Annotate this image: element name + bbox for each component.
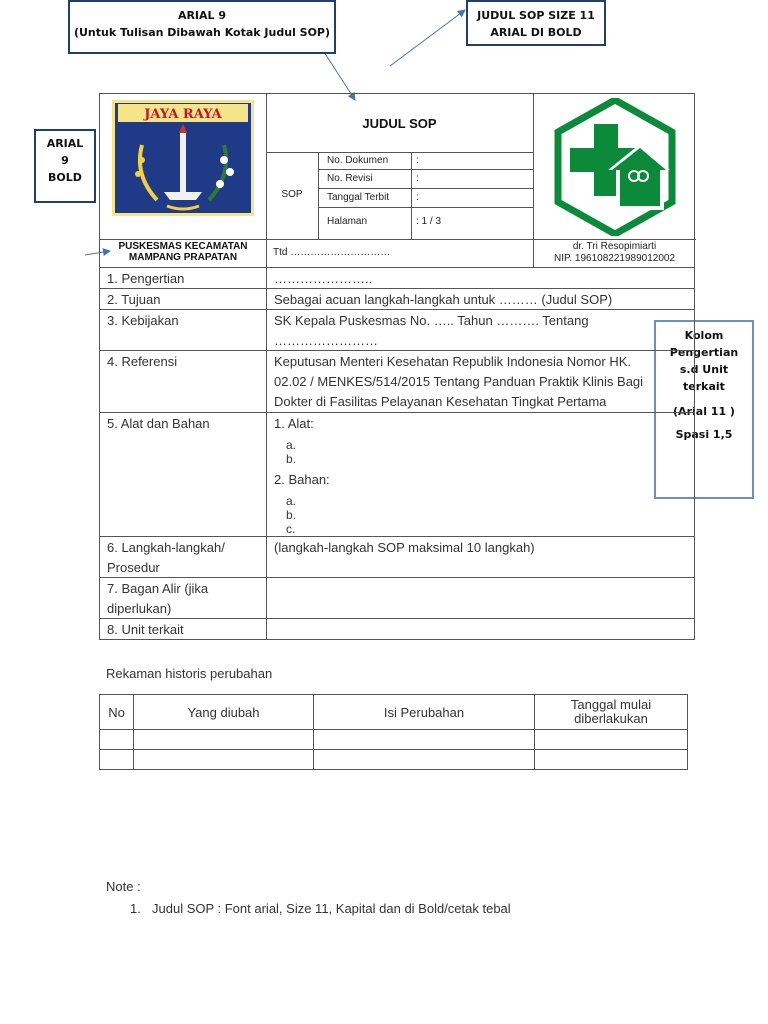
section-label: 1. Pengertian <box>100 268 267 288</box>
callout-line: ARIAL DI BOLD <box>490 26 582 39</box>
section-row <box>100 618 694 639</box>
arrow-to-size-callout <box>390 10 465 66</box>
section-content <box>267 351 694 412</box>
table-cell <box>134 730 314 750</box>
table-cell <box>100 750 134 770</box>
callout-line: 9 <box>61 154 69 167</box>
callout-line: JUDUL SOP SIZE 11 <box>477 9 595 22</box>
table-header <box>535 695 688 730</box>
table-header: Yang diubah <box>134 695 314 730</box>
table-header: No <box>100 695 134 730</box>
history-table <box>99 694 688 770</box>
section-label: 5. Alat dan Bahan <box>100 413 267 536</box>
table-cell <box>535 730 688 750</box>
callout-line: (Untuk Tulisan Dibawah Kotak Judul SOP) <box>73 26 331 39</box>
content-line: …………………… <box>274 333 378 348</box>
label-line: Prosedur <box>107 560 160 575</box>
callout-judul-size <box>466 0 606 46</box>
sop-sections <box>99 267 695 640</box>
callout-arial-9-bold <box>34 129 96 203</box>
field-value: : <box>416 155 419 166</box>
signer-name: dr. Tri Resopimiarti <box>572 241 657 252</box>
signature-line: Ttd ………………………… <box>273 247 391 258</box>
section-label: 8. Unit terkait <box>100 619 267 639</box>
content-line: SK Kepala Puskesmas No. ….. Tahun ………. Tentang <box>274 313 589 328</box>
org-name-line: MAMPANG PRAPATAN <box>128 252 238 263</box>
signer-nip: NIP. 196108221989012002 <box>553 253 676 264</box>
header-line: diberlakukan <box>574 711 648 726</box>
note-item-text: Judul SOP : Font arial, Size 11, Kapital dan di Bold/cetak tebal <box>152 901 511 916</box>
table-row <box>100 730 688 750</box>
table-header: Isi Perubahan <box>314 695 535 730</box>
list-item: a. <box>286 438 297 452</box>
section-label <box>100 537 267 577</box>
section-row <box>100 288 694 309</box>
note-item-number: 1. <box>130 901 141 916</box>
jaya-raya-logo <box>112 100 254 216</box>
section-label: 2. Tujuan <box>100 289 267 309</box>
section-content <box>267 619 694 639</box>
svg-text:JAYA RAYA: JAYA RAYA <box>144 107 222 122</box>
callout-line: Kolom <box>684 329 724 342</box>
field-label: No. Revisi <box>327 173 373 184</box>
section-row <box>100 577 694 618</box>
callout-line: (Arial 11 ) <box>673 405 735 418</box>
header-line: Tanggal mulai <box>570 697 652 712</box>
section-content <box>267 578 694 618</box>
section-row <box>100 267 694 288</box>
sop-title: JUDUL SOP <box>362 116 437 131</box>
callout-line: ARIAL <box>46 137 84 150</box>
table-row <box>100 695 688 730</box>
history-title: Rekaman historis perubahan <box>106 666 273 681</box>
callout-arial-9 <box>68 0 336 54</box>
table-cell <box>134 750 314 770</box>
section-row <box>100 412 694 536</box>
content-line: Keputusan Menteri Kesehatan Republik Indonesia Nomor HK. <box>274 354 631 369</box>
field-value: : <box>416 173 419 184</box>
callout-line: Spasi 1,5 <box>675 428 733 441</box>
table-cell <box>314 730 535 750</box>
list-item: b. <box>286 452 297 466</box>
signer <box>533 241 696 265</box>
field-value: : <box>416 192 419 203</box>
section-content <box>267 413 694 536</box>
field-value: : 1 / 3 <box>416 216 442 227</box>
content-line: Dokter di Fasilitas Pelayanan Kesehatan Tingkat Pertama <box>274 394 607 409</box>
table-row <box>100 750 688 770</box>
table-cell <box>314 750 535 770</box>
field-label: Halaman <box>327 216 368 227</box>
note-label: Note : <box>106 879 141 894</box>
field-label: No. Dokumen <box>327 155 389 166</box>
section-content <box>267 310 694 350</box>
content-line: 2. Bahan: <box>274 472 330 487</box>
callout-line: ARIAL 9 <box>177 9 227 22</box>
section-label: 4. Referensi <box>100 351 267 412</box>
org-name <box>100 241 266 263</box>
field-label: Tanggal Terbit <box>327 192 390 203</box>
section-row <box>100 309 694 350</box>
label-line: 7. Bagan Alir (jika <box>107 581 209 596</box>
sop-header <box>99 93 695 268</box>
table-cell <box>100 730 134 750</box>
section-label: 3. Kebijakan <box>100 310 267 350</box>
callout-line: terkait <box>683 380 725 393</box>
content-line: 1. Alat: <box>274 416 314 431</box>
callout-line: BOLD <box>48 171 82 184</box>
label-line: 6. Langkah-langkah/ <box>107 540 225 555</box>
section-content: Sebagai acuan langkah-langkah untuk ……… (Judul SOP) <box>274 292 613 307</box>
list-item: c. <box>286 522 296 536</box>
section-row <box>100 350 694 412</box>
list-item: b. <box>286 508 297 522</box>
content-line: 02.02 / MENKES/514/2015 Tentang Panduan Praktik Klinis Bagi <box>274 374 644 389</box>
list-item: a. <box>286 494 297 508</box>
sop-label: SOP <box>281 189 303 200</box>
callout-line: s.d Unit <box>679 363 729 376</box>
label-line: diperlukan) <box>107 601 172 616</box>
callout-line: Pengertian <box>669 346 739 359</box>
section-content: (langkah-langkah SOP maksimal 10 langkah) <box>274 540 535 555</box>
section-label <box>100 578 267 618</box>
kemenkes-logo <box>546 98 684 236</box>
section-content: ………………….. <box>274 271 373 286</box>
org-name-line: PUSKESMAS KECAMATAN <box>118 241 248 252</box>
section-row <box>100 536 694 577</box>
table-cell <box>535 750 688 770</box>
